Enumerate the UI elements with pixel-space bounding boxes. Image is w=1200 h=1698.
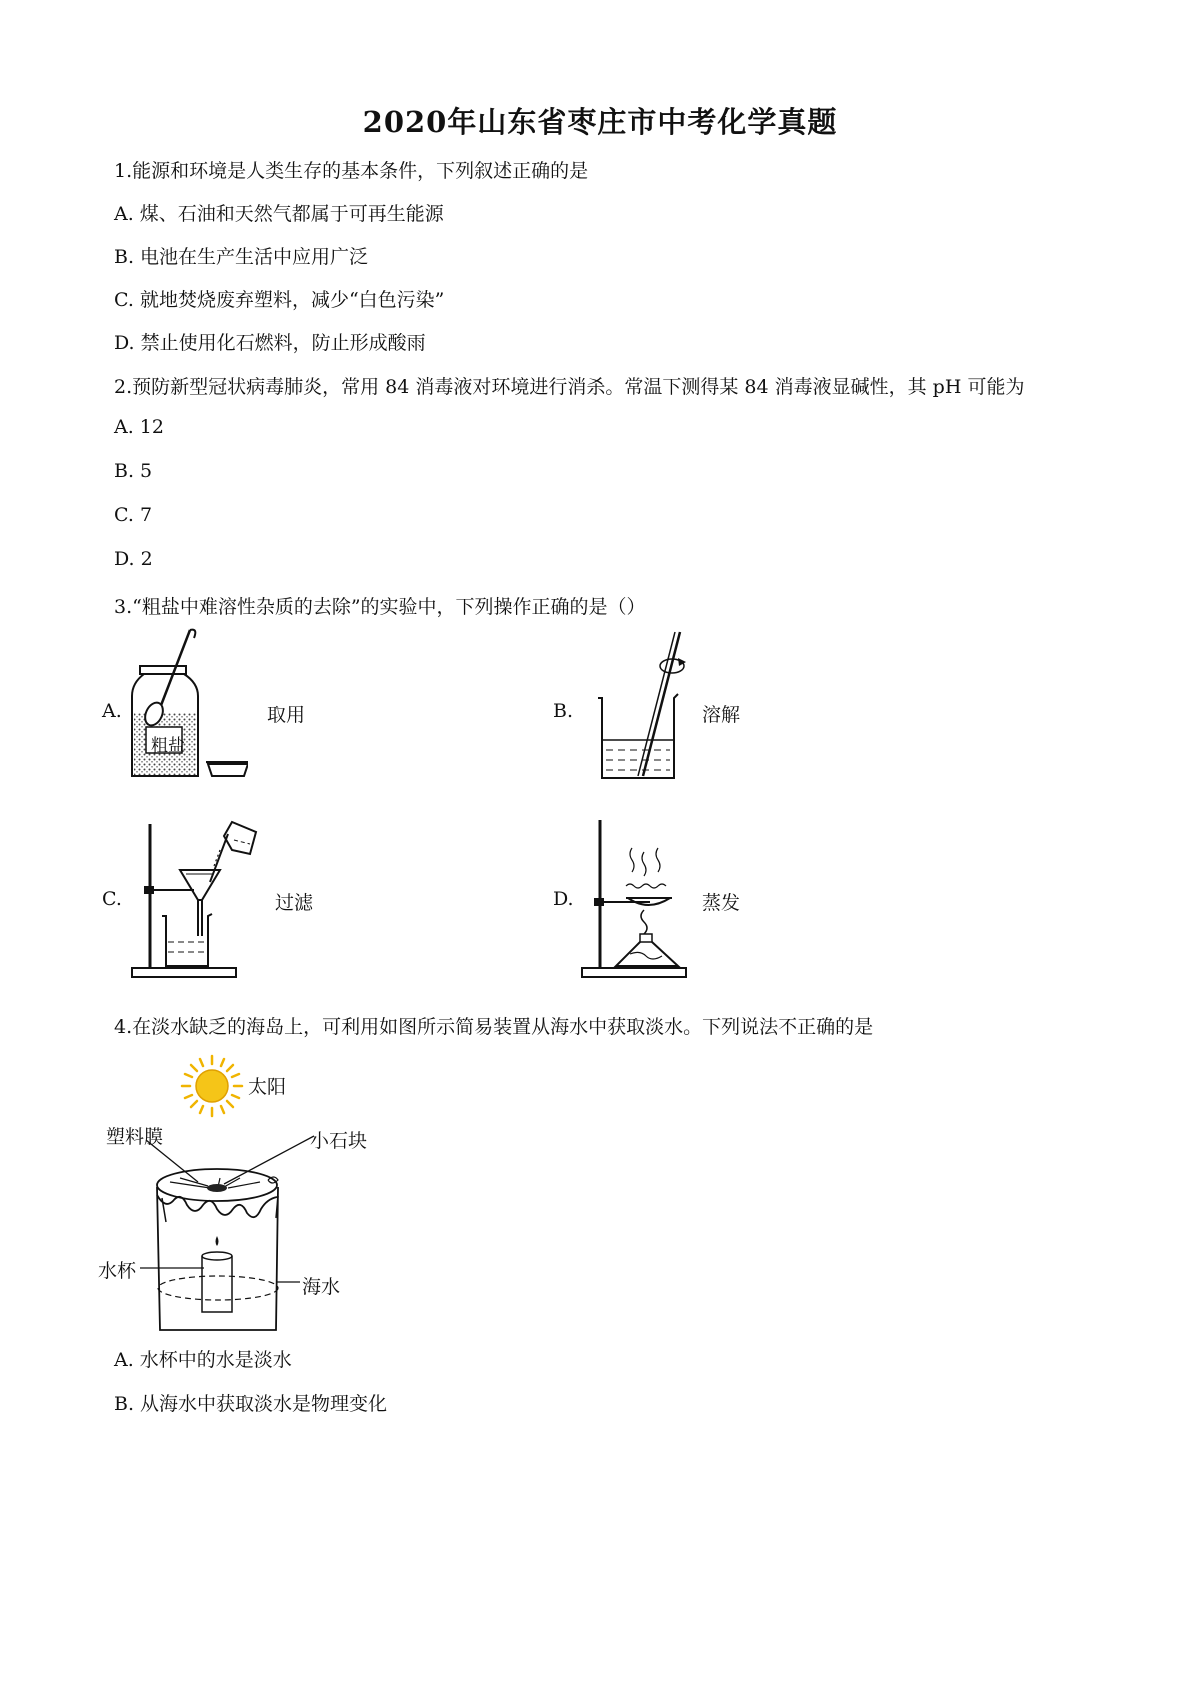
q3-option-d-caption: 蒸发 — [702, 892, 741, 914]
label-stone: 小石块 — [310, 1130, 368, 1152]
evaporation-figure — [578, 814, 698, 980]
q3-stem: 3.“粗盐中难溶性杂质的去除”的实验中，下列操作正确的是（） — [114, 596, 646, 618]
q1-stem: 1.能源和环境是人类生存的基本条件，下列叙述正确的是 — [114, 160, 589, 182]
page-title: 2020年山东省枣庄市中考化学真题 — [362, 105, 838, 139]
label-sun: 太阳 — [248, 1076, 287, 1098]
q4-option-a: A. 水杯中的水是淡水 — [114, 1349, 292, 1371]
sun-icon — [182, 1056, 242, 1116]
q3-option-d-letter: D. — [553, 888, 574, 910]
q2-option-d: D. 2 — [114, 548, 153, 570]
q3-option-b-letter: B. — [553, 700, 574, 722]
filtration-figure — [128, 814, 268, 980]
q1-option-d: D. 禁止使用化石燃料，防止形成酸雨 — [114, 332, 426, 354]
q2-option-c: C. 7 — [114, 504, 153, 526]
label-film: 塑料膜 — [106, 1126, 164, 1148]
q1-option-c: C. 就地焚烧废弃塑料，减少“白色污染” — [114, 289, 445, 311]
dissolving-beaker-figure — [592, 628, 704, 784]
q2-option-b: B. 5 — [114, 460, 153, 482]
q3-option-a-caption: 取用 — [267, 704, 306, 726]
q2-option-a: A. 12 — [114, 416, 164, 438]
label-seawater: 海水 — [302, 1276, 341, 1298]
salt-jar-figure — [128, 628, 248, 782]
q1-option-a: A. 煤、石油和天然气都属于可再生能源 — [114, 203, 444, 225]
q3-option-a-letter: A. — [102, 700, 122, 722]
q4-option-b: B. 从海水中获取淡水是物理变化 — [114, 1393, 388, 1415]
q3-option-b-caption: 溶解 — [702, 704, 741, 726]
label-cup: 水杯 — [98, 1260, 137, 1282]
jar-label: 粗盐 — [151, 736, 185, 756]
q4-stem: 4.在淡水缺乏的海岛上，可利用如图所示简易装置从海水中获取淡水。下列说法不正确的是 — [114, 1016, 874, 1038]
q3-option-c-letter: C. — [102, 888, 122, 910]
q2-stem: 2.预防新型冠状病毒肺炎，常用 84 消毒液对环境进行消杀。常温下测得某 84 消毒液显碱性，其 pH 可能为 — [114, 376, 1025, 398]
q3-option-c-caption: 过滤 — [275, 892, 314, 914]
q1-option-b: B. 电池在生产生活中应用广泛 — [114, 246, 369, 268]
